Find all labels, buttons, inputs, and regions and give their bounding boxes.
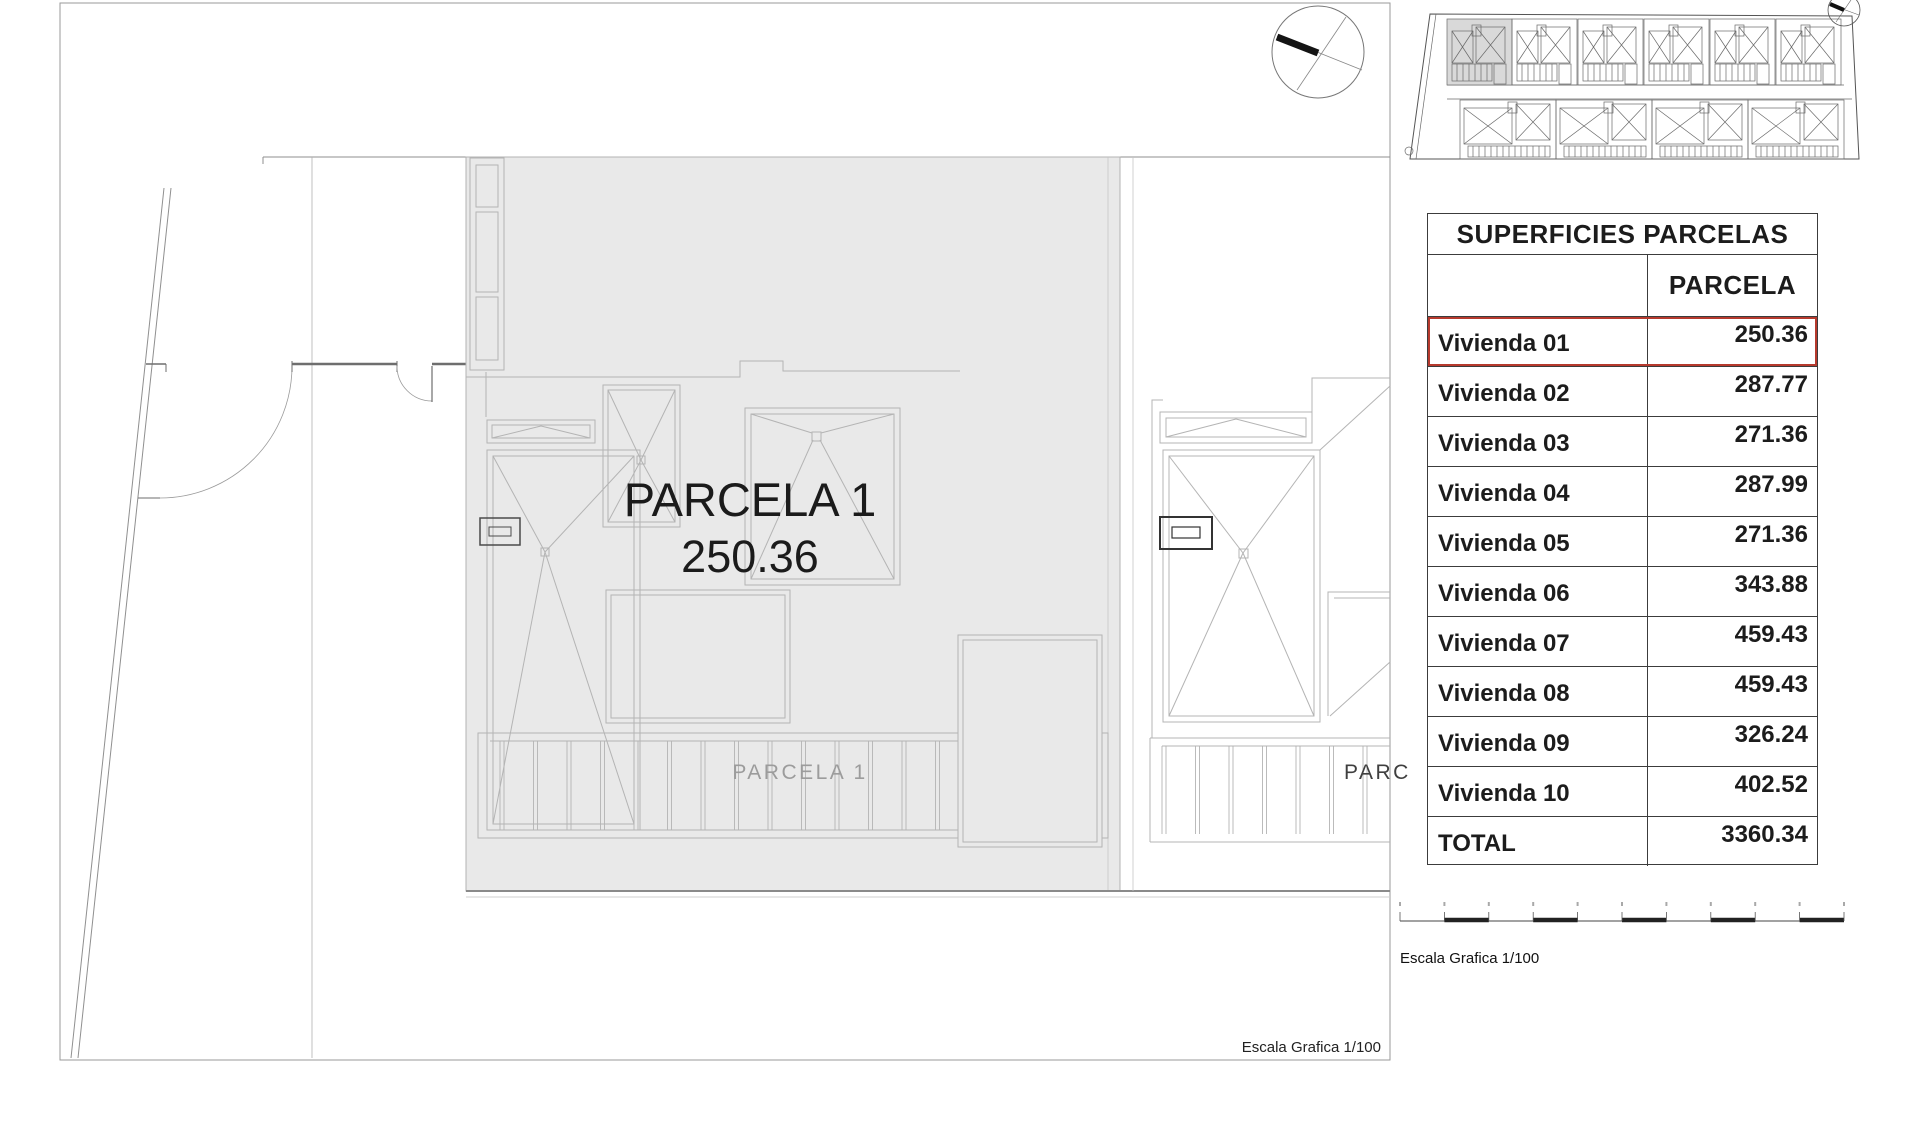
mini-compass-icon: [1828, 0, 1860, 26]
utility-box-2: [1160, 517, 1212, 549]
table-row-total: [1428, 817, 1817, 866]
entry-gate: [138, 361, 466, 498]
parcel-name-label: PARCELA 1: [623, 473, 877, 526]
table-row-vivienda-07[interactable]: [1428, 617, 1817, 667]
table-row-vivienda-08[interactable]: [1428, 667, 1817, 717]
row-label: Vivienda 07: [1428, 617, 1648, 666]
row-label: Vivienda 01: [1428, 317, 1648, 366]
table-subheader-empty-cell: [1428, 255, 1648, 316]
scale-bar: [1399, 902, 1845, 921]
table-row-vivienda-09[interactable]: [1428, 717, 1817, 767]
mini-site-plan: [1405, 0, 1860, 159]
row-label: Vivienda 02: [1428, 367, 1648, 416]
row-value: 459.43: [1734, 621, 1808, 648]
mini-plot-top-5[interactable]: [1710, 19, 1775, 85]
superficies-table: [1427, 213, 1818, 865]
row-value: 287.99: [1734, 471, 1808, 498]
table-title: SUPERFICIES PARCELAS: [1428, 214, 1817, 255]
parcel-1-region[interactable]: [466, 157, 1120, 891]
mini-plot-top-2[interactable]: [1512, 19, 1577, 85]
table-row-vivienda-05[interactable]: [1428, 517, 1817, 567]
table-rows: [1428, 317, 1817, 866]
table-row-vivienda-06[interactable]: [1428, 567, 1817, 617]
table-row-vivienda-01[interactable]: [1428, 317, 1817, 367]
parcel-2-region[interactable]: [1150, 378, 1411, 842]
mini-plot-bottom-3[interactable]: [1652, 100, 1748, 159]
mini-plot-bottom-2[interactable]: [1556, 100, 1652, 159]
table-column-header: PARCELA: [1668, 270, 1797, 300]
row-label: TOTAL: [1428, 817, 1648, 866]
row-value: 271.36: [1734, 421, 1808, 448]
table-row-vivienda-03[interactable]: [1428, 417, 1817, 467]
row-value: 343.88: [1734, 571, 1808, 598]
mini-plot-top-4[interactable]: [1644, 19, 1709, 85]
panel-scale-note: Escala Grafica 1/100: [1400, 950, 1540, 967]
table-subheader: [1428, 255, 1817, 317]
table-row-vivienda-02[interactable]: [1428, 367, 1817, 417]
row-label: Vivienda 08: [1428, 667, 1648, 716]
terrace-label-2: PARC: [1344, 761, 1411, 784]
parcel-2-rooflines: [1152, 378, 1390, 738]
row-value: 250.36: [1734, 321, 1808, 348]
row-value: 326.24: [1734, 721, 1808, 748]
parcel-2-terrace: [1150, 738, 1411, 842]
terrace-label: PARCELA 1: [732, 761, 868, 784]
mini-plot-top-3[interactable]: [1578, 19, 1643, 85]
row-label: Vivienda 04: [1428, 467, 1648, 516]
row-label: Vivienda 03: [1428, 417, 1648, 466]
table-row-vivienda-10[interactable]: [1428, 767, 1817, 817]
row-value: 3360.34: [1721, 821, 1808, 848]
row-value: 402.52: [1734, 771, 1808, 798]
parcel-1-annex: [958, 635, 1102, 847]
row-value: 459.43: [1734, 671, 1808, 698]
mini-plot-bottom-1[interactable]: [1460, 100, 1556, 159]
row-label: Vivienda 10: [1428, 767, 1648, 816]
north-arrow-compass: [1272, 6, 1364, 98]
row-label: Vivienda 06: [1428, 567, 1648, 616]
row-label: Vivienda 05: [1428, 517, 1648, 566]
row-value: 287.77: [1734, 371, 1808, 398]
mini-plot-top-1[interactable]: [1447, 19, 1512, 85]
parcel-area-label: 250.36: [681, 531, 819, 582]
terrace-hatch-2: [1162, 746, 1367, 834]
row-label: Vivienda 09: [1428, 717, 1648, 766]
row-value: 271.36: [1734, 521, 1808, 548]
drawing-scale-note: Escala Grafica 1/100: [1241, 1039, 1381, 1056]
table-row-vivienda-04[interactable]: [1428, 467, 1817, 517]
mini-plot-top-6[interactable]: [1776, 19, 1841, 85]
mini-plot-bottom-4[interactable]: [1748, 100, 1844, 159]
